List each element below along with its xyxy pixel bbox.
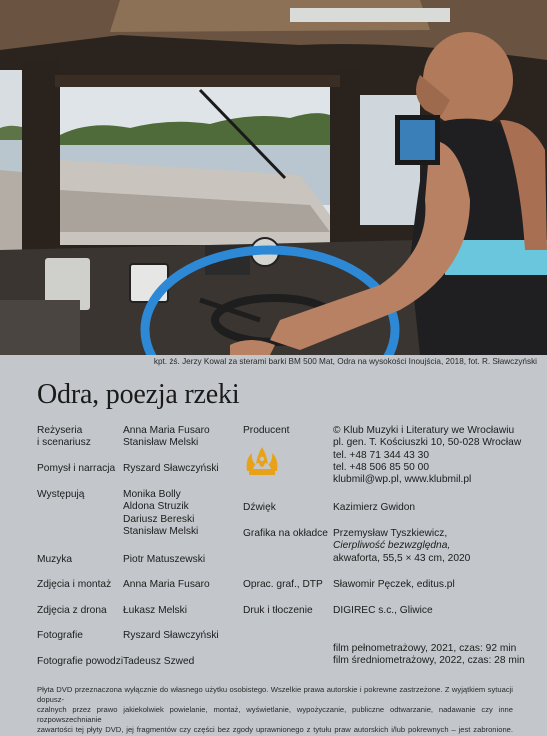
credit-names-print: DIGIREC s.c., Gliwice bbox=[333, 605, 433, 616]
credit-role-cast: Występują bbox=[37, 489, 85, 500]
credit-names-cover-art: Przemysław Tyszkiewicz, Cierpliwość bezwzględna, akwaforta, 55,5 × 43 cm, 2020 bbox=[333, 528, 471, 564]
credit-role-idea: Pomysł i narracja bbox=[37, 463, 116, 474]
credit-names-dtp: Sławomir Pęczek, editus.pl bbox=[333, 579, 455, 590]
credit-role-direction: Reżyseria i scenariusz bbox=[37, 425, 91, 449]
credit-role-sound: Dźwięk bbox=[243, 502, 276, 513]
credit-names-producer: © Klub Muzyki i Literatury we Wrocławiu pl. gen. T. Kościuszki 10, 50-028 Wrocław tel. +48 71 344 43 30 tel. +48 506 85 50 00 klubmil@wp.pl, www.klubmil.pl bbox=[333, 425, 522, 486]
credit-names-flood-photos: Tadeusz Szwed bbox=[123, 656, 195, 667]
credit-role-print: Druk i tłoczenie bbox=[243, 605, 313, 616]
page-title: Odra, poezja rzeki bbox=[37, 379, 240, 410]
credit-role-music: Muzyka bbox=[37, 554, 73, 565]
credit-names-camera: Anna Maria Fusaro bbox=[123, 579, 210, 590]
producer-logo-icon bbox=[243, 441, 281, 479]
photo-caption: kpt. żś. Jerzy Kowal za sterami barki BM 500 Mat, Odra na wysokości Inoujścia, 2018, fot. R. Sławczyński bbox=[153, 357, 537, 366]
credit-role-flood-photos: Fotografie powodzi bbox=[37, 656, 124, 667]
credit-role-producer: Producent bbox=[243, 425, 290, 436]
credit-names-photos: Ryszard Sławczyński bbox=[123, 630, 219, 641]
copyright-notice: Płyta DVD przeznaczona wyłącznie do własnego użytku osobistego. Wszelkie prawa autorskie i pokrewne zastrzeżone. Z wyjątkiem sytuacji dopusz- czalnych przez prawo jakiekolwiek powielanie, montaż, wyświetlanie, wypożyczanie, publiczne odtwarzanie, nadawanie czy inne rozpowszechnianie zawartości tej płyty DVD, jej fragmentów czy części bez zgody uprawnionego z tytułu praw autorskich i/lub pokrewnych – jest zabronione. bbox=[37, 685, 513, 734]
credit-role-camera: Zdjęcia i montaż bbox=[37, 579, 112, 590]
cover-photo bbox=[0, 0, 547, 355]
credit-names-cast: Monika Bolly Aldona Struzik Dariusz Bereski Stanisław Melski bbox=[123, 489, 199, 537]
credit-names-direction: Anna Maria Fusaro Stanisław Melski bbox=[123, 425, 210, 449]
credit-names-drone: Łukasz Melski bbox=[123, 605, 187, 616]
credit-role-dtp: Oprac. graf., DTP bbox=[243, 579, 323, 590]
credit-names-music: Piotr Matuszewski bbox=[123, 554, 206, 565]
credit-role-drone: Zdjęcia z drona bbox=[37, 605, 107, 616]
credit-role-photos: Fotografie bbox=[37, 630, 83, 641]
credit-role-cover-art: Grafika na okładce bbox=[243, 528, 328, 539]
credit-names-sound: Kazimierz Gwidon bbox=[333, 502, 416, 513]
film-info: film pełnometrażowy, 2021, czas: 92 min film średniometrażowy, 2022, czas: 28 min bbox=[333, 643, 525, 667]
credit-names-idea: Ryszard Sławczyński bbox=[123, 463, 219, 474]
